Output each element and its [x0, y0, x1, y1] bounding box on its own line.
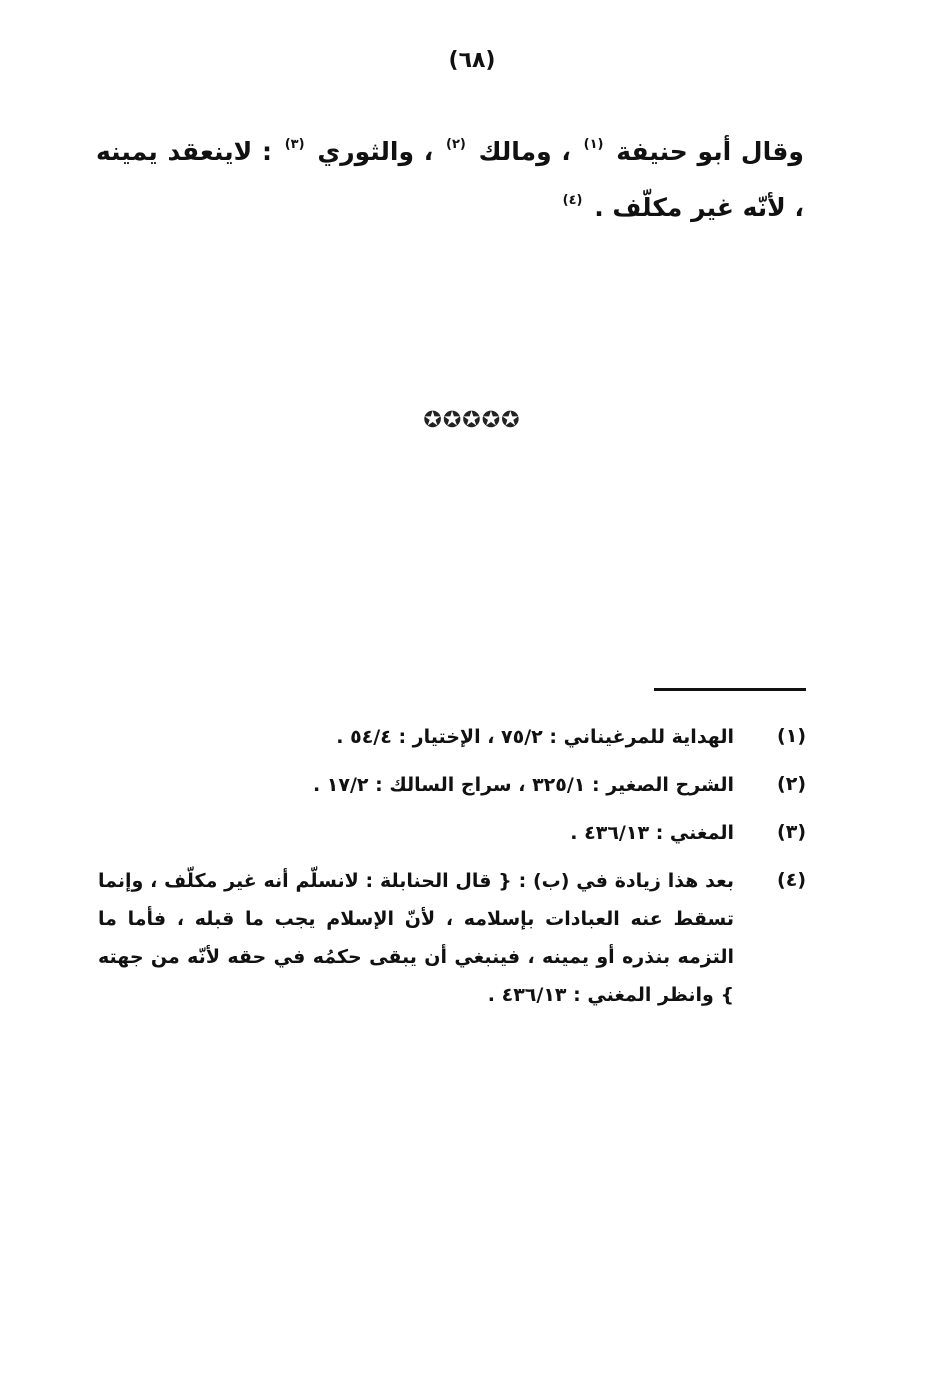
main-text-segment: ، والثوري	[317, 137, 434, 166]
footnote-ref-1: (١)	[583, 137, 604, 152]
footnote-text: بعد هذا زيادة في (ب) : { قال الحنابلة : لانسلّم أنه غير مكلّف ، وإنما تسقط عنه العبادات بإسلامه ، لأنّ الإسلام يجب ما قبله ، فأما ما التزمه بنذره أو يمينه ، فينبغي أن يبقى حكمُه في حقه لأنّه من جهته } وانظر المغني : ٤٣٦/١٣ .	[98, 870, 734, 1006]
section-divider-ornament: ✪✪✪✪✪	[423, 408, 521, 433]
page-number: (٦٨)	[448, 48, 496, 73]
footnote-item	[98, 718, 806, 756]
footnote-text: الهداية للمرغيناني : ٧٥/٢ ، الإختيار : ٥٤/٤ .	[336, 726, 734, 748]
main-text-segment: ، ومالك	[478, 137, 571, 166]
main-text-segment: وقال أبو حنيفة	[616, 137, 804, 166]
footnote-number: (٢)	[777, 773, 806, 795]
footnote-number: (٣)	[777, 821, 806, 843]
footnote-separator-rule	[654, 688, 806, 691]
footnote-number: (١)	[777, 725, 806, 747]
footnote-number: (٤)	[777, 869, 806, 891]
footnote-ref-3: (٣)	[284, 137, 305, 152]
footnote-item	[98, 814, 806, 852]
main-text-segment: : لاينعقد يمينه ، لأنّه غير مكلّف .	[96, 137, 804, 222]
main-paragraph	[96, 124, 804, 236]
footnotes-list	[98, 718, 806, 1024]
footnote-item	[98, 766, 806, 804]
footnote-text: الشرح الصغير : ٣٢٥/١ ، سراج السالك : ١٧/٢ .	[312, 774, 734, 796]
footnote-ref-4: (٤)	[562, 193, 583, 208]
footnote-item	[98, 862, 806, 1014]
footnote-text: المغني : ٤٣٦/١٣ .	[570, 822, 734, 844]
footnote-ref-2: (٢)	[445, 137, 466, 152]
